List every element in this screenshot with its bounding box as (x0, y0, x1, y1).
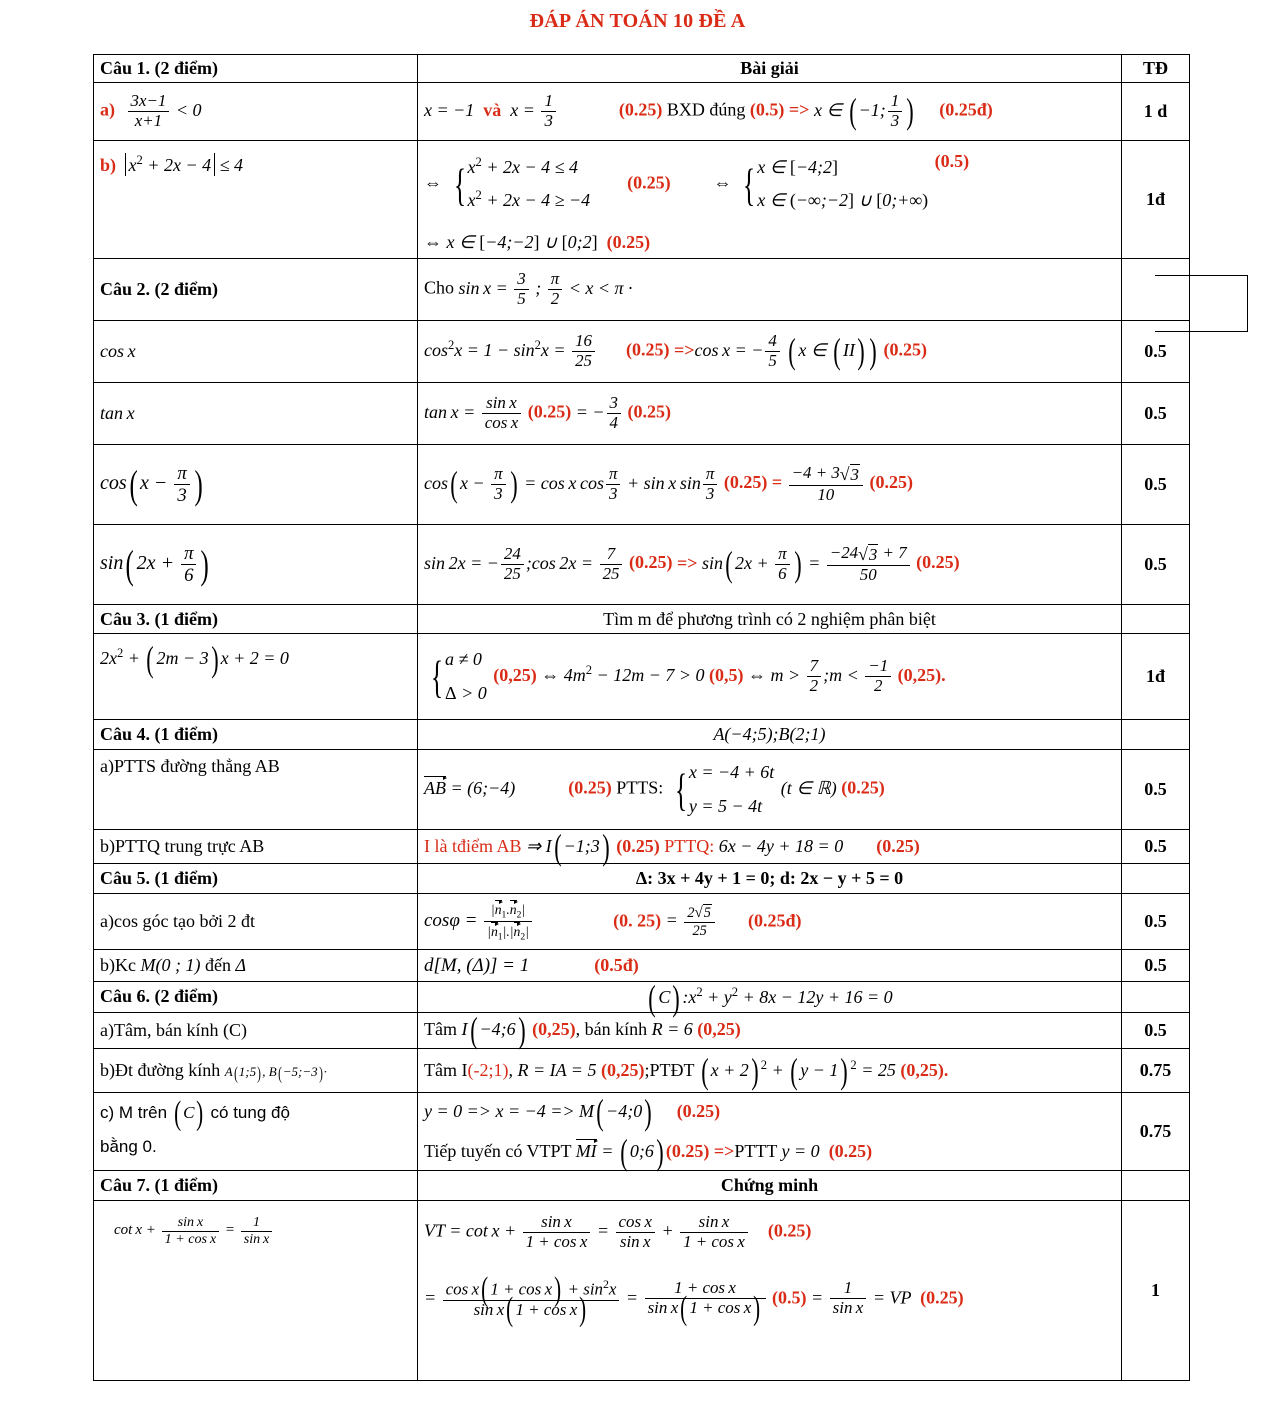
math-center-I: I( −4;6) (461, 1010, 526, 1051)
mark-05-b1: (0.5) (934, 151, 970, 171)
cell-cau2cd-solution (418, 445, 1122, 525)
text-midpoint: I là tđiểm AB (424, 835, 522, 856)
table-row-cau4a (94, 750, 1190, 830)
mark-025d-c5a2: (0.25đ) (748, 909, 802, 930)
cell-cau2cos-question (94, 321, 418, 383)
cell-cau2cos-solution (418, 321, 1122, 383)
cell-cau2cos-score: 0.5 (1122, 321, 1190, 383)
mark-05: (0.5) (749, 99, 785, 120)
text-pttq: PTTQ: (664, 835, 715, 856)
math-cau4-points: A(−4;5);B(2;1) (713, 724, 826, 744)
math-circle-eq: ( C) $:x^2 + y^2 + 8x - 12y + 16 = 0$ (648, 977, 893, 1018)
mark-025-c4a2: (0.25) (841, 777, 885, 798)
cell-cau1a-score: 1 d (1122, 83, 1190, 141)
cell-cau6-header: Câu 6. (2 điểm) (94, 982, 418, 1013)
table-row-cau4-header (94, 720, 1190, 750)
math-cos-x-minus-pi3: cos( x − $\frac{\pi}{3}$ ) (100, 461, 203, 507)
cell-cau5-header: Câu 5. (1 điểm) (94, 864, 418, 894)
mark-025-ss1: (0.25) (628, 552, 673, 573)
table-row-cau7-header (94, 1170, 1190, 1200)
cell-cau5b-solution (418, 950, 1122, 982)
math-distance: d[M, (Δ)] = 1 (424, 954, 530, 976)
cell-cau6b-solution: Tâm I(-2;1), R = IA = 5 (0,25);PTĐT ( x + 2) $^2$ + ( y − 1) $^2$ = 25 (0,25). (418, 1048, 1122, 1092)
cell-cau5-given (418, 864, 1122, 894)
cell-cau2-given (418, 259, 1122, 321)
math-cau6c-line2: Tiếp tuyến có VTPT MI = ( 0;6) (0.25) =>PTTT y = 0 (0.25) (424, 1131, 873, 1172)
header-cell-baigiai: Bài giải (418, 55, 1122, 83)
math-circle-std: ( x + 2) $^2$ + ( y − 1) $^2$ = 25 (700, 1051, 901, 1092)
cell-cau3-body-score: 1đ (1122, 634, 1190, 720)
math-cau3-sol: { a ≠ 0 Δ > 0 (0,25) ⇔ $4m^2 - 12m - 7 > 0$ (0,5) ⇔ m > $\frac{7}{2}$ ;m < $\frac{-1}{2}$ (0,25). (430, 649, 946, 703)
mark-025-cos1: (0.25) (625, 339, 670, 360)
math-cau2tan-sol: tan x = $\frac{\text{sin x}}{\text{cos x}}$ (424, 402, 528, 422)
cell-cau7-prompt: Chứng minh (418, 1170, 1122, 1200)
mark-025-ss2: (0.25) (916, 552, 960, 573)
math-cau1a: $\frac{3x-1}{x+1}$ < 0 (126, 100, 202, 120)
table-header-row (94, 55, 1190, 83)
label-b: b) (100, 155, 117, 175)
cell-cau1b-question (94, 141, 418, 259)
mark-025-b1: (0.25) (627, 172, 671, 193)
text-tam-b: Tâm I (424, 1060, 468, 1081)
mark-025-c6a1: (0,25) (532, 1019, 576, 1040)
text-cau6c-line2: bằng 0. (100, 1137, 157, 1157)
cell-cau5a-solution (418, 894, 1122, 950)
mark-025-tan1: (0.25) (527, 401, 572, 422)
cell-cau3-prompt: Tìm m để phương trình có 2 nghiệm phân biệt (418, 605, 1122, 634)
mark-025-c3a: (0,25) (493, 664, 537, 685)
cell-cau2-header: Câu 2. (2 điểm) (94, 259, 418, 321)
math-cau3-eq: $2x^2$ + ( 2m − 3) x + 2 = 0 (100, 638, 289, 679)
answer-key-table (93, 54, 1190, 1381)
cell-cau3-header: Câu 3. (1 điểm) (94, 605, 418, 634)
mark-025-c6b2: (0,25). (900, 1060, 949, 1081)
mark-025: (0.25) (618, 99, 663, 120)
mark-025-c5a1: (0. 25) (613, 909, 662, 930)
mark-025-c4b1: (0.25) (616, 835, 660, 856)
text-cho: Cho (424, 277, 459, 298)
header-cell-td: TĐ (1122, 55, 1190, 83)
cell-cau7-question (94, 1200, 418, 1380)
math-cau2cos-sol: $\cos^2x = 1 - \sin^2x$ = $\frac{16}{25}$ (424, 340, 601, 360)
mark-025d: (0.25đ) (939, 99, 993, 120)
cell-cau4a-score: 0.5 (1122, 750, 1190, 830)
cell-cau2tan-score: 0.5 (1122, 383, 1190, 445)
mark-025-c4a1: (0.25) (568, 777, 612, 798)
math-cau6c-line1: y = 0 => x = −4 => M( −4;0) (0.25) (424, 1091, 721, 1132)
text-bxd: BXD đúng (666, 99, 750, 120)
cell-cau6b-score: 0.75 (1122, 1048, 1190, 1092)
text-tam: Tâm (424, 1019, 462, 1040)
math-I: ⇒ I( −1;3) (526, 826, 610, 867)
arrow-implies: => (788, 99, 810, 120)
table-row-cau6a (94, 1012, 1190, 1048)
cell-cau6-given (418, 977, 1122, 1018)
math-cosphi: cosφ = $\frac{|n_1.n_2|}{|n_1|.|n_2|}$ (424, 910, 539, 931)
text-center-coords: (-2;1) (467, 1060, 509, 1081)
math-cau2cd-sol: cos( x − $\frac{\pi}{3}$ ) = cos x cos $\frac{\pi}{3}$ + sin x sin $\frac{\pi}{3}$ (424, 473, 724, 493)
mark-025-tan2: (0.25) (627, 401, 671, 422)
equals-red: = (771, 472, 783, 493)
cell-cau6c-question (94, 1092, 418, 1170)
cell-cau5a-score: 0.5 (1122, 894, 1190, 950)
cell-cau7-header: Câu 7. (1 điểm) (94, 1170, 418, 1200)
mark-025-cos2: (0.25) (883, 339, 928, 360)
cell-cau1b-score: 1đ (1122, 141, 1190, 259)
cell-cau7-solution (418, 1200, 1122, 1380)
math-cau2cd-res: $\frac{-4 + 3√3}{10}$ (787, 473, 870, 493)
math-cau2ss-sol: sin 2x = − $\frac{24}{25}$ ;cos 2x = $\frac{7}{25}$ (424, 553, 629, 573)
mark-025-c3b: (0,25). (897, 664, 946, 685)
math-cau2-given: sin x = $\frac{3}{5}$ ; $\frac{\pi}{2}$ < x < π · (458, 269, 633, 308)
math-cau2cos-res: =>cos x = − $\frac{4}{5}$ ( x ∈ ( II) ) (673, 330, 877, 371)
math-cau7-identity: cot x + $\frac{\text{sin x}}{\text{1 + cos x}}$ = $\frac{1}{\text{sin x}}$ (114, 1222, 274, 1238)
table-row-cau2-cosdiff (94, 445, 1190, 525)
cell-cau2ss-score: 0.5 (1122, 525, 1190, 605)
cell-cau1a-solution (418, 83, 1122, 141)
mark-025-c4b2: (0.25) (876, 835, 920, 856)
mark-05d-c5b: (0.5đ) (594, 954, 639, 975)
table-row-cau1a (94, 83, 1190, 141)
math-cau7-line2: = $\frac{\cos x( 1 + \cos x) + \sin^2x}{\text{sin x( 1 + cos x)}}$ = $\frac{\text{1 + cos x}}{\text{sin x( 1 + cos x)}}$ (0.5) = $\frac{1}{\text{sin x}}$ = VP (0.25) (424, 1271, 964, 1329)
table-row-cau2-sinsum (94, 525, 1190, 605)
math-cau1b-line1: ⇔ { $x^2 + 2x - 4 \le 4$ $x^2 + 2x - 4 \ge -4$ (0.25) ⇔ { x ∈ [−4;2] x ∈ (−∞;−2] ∪ [0;+∞) (0.5) (424, 151, 970, 211)
table-row-cau3-header (94, 605, 1190, 634)
table-row-cau5b (94, 950, 1190, 982)
table-row-cau5-header (94, 864, 1190, 894)
cell-cau1b-solution (418, 141, 1122, 259)
math-tanx: tan x (100, 403, 135, 423)
table-row-cau2-cos (94, 321, 1190, 383)
cell-cau2ss-question (94, 525, 418, 605)
cell-cau6a-question: a)Tâm, bán kính (C) (94, 1012, 418, 1048)
math-cosphi-res: = $\frac{2√5}{25}$ (666, 910, 722, 930)
cell-cau2tan-solution (418, 383, 1122, 445)
cell-cau5b-question (94, 950, 418, 982)
cell-cau4-given (418, 720, 1122, 750)
cell-cau2cd-question (94, 445, 418, 525)
math-sin-2x-plus-pi6: sin( 2x + $\frac{\pi}{6}$ ) (100, 541, 210, 587)
math-cau1a-sol: x = −1 và x = $\frac{1}{3}$ (424, 100, 562, 120)
math-cau4a-param: { x = −4 + 6t y = 5 − 4t (t ∈ ℝ) (674, 762, 842, 816)
cell-cau6a-solution: Tâm I( −4;6) (0,25), bán kính R = 6 (0,25) (418, 1012, 1122, 1048)
math-cau1a-interval: x ∈ ( −1; $\frac{1}{3}$ ) (813, 90, 914, 131)
cell-cau2cd-score: 0.5 (1122, 445, 1190, 525)
table-row-cau6b (94, 1048, 1190, 1092)
math-radius-R: R = 6 (651, 1019, 693, 1040)
mark-025-b2: (0.25) (602, 231, 651, 252)
table-row-cau5a (94, 894, 1190, 950)
label-a: a) (100, 99, 115, 120)
cell-cau4b-score: 0.5 (1122, 830, 1190, 864)
table-row-cau2-header (94, 259, 1190, 321)
cell-cau4b-solution (418, 826, 1122, 867)
text-ptts: PTTS: (616, 777, 664, 798)
table-row-cau4b (94, 830, 1190, 864)
cell-cau6b-question (94, 1048, 418, 1092)
cell-cau6c-solution (418, 1092, 1122, 1170)
mark-025-c6a2: (0,25) (697, 1019, 741, 1040)
cell-cau7-score (1122, 1170, 1190, 1200)
table-row-cau6c (94, 1092, 1190, 1170)
cell-cau3-question (94, 634, 418, 720)
text-cau6c-line1: c) M trên ( C) có tung độ (100, 1094, 290, 1132)
text-cau5b-label: b)Kc M(0 ; 1) đến Δ (100, 955, 247, 975)
math-cau7-line1: VT = cot x + $\frac{\text{sin x}}{\text{1 + cos x}}$ = $\frac{\text{cos x}}{\text{sin x}}$ + $\frac{\text{sin x}}{\text{1 + cos x}}$ (0.25) (424, 1211, 812, 1251)
mark-025-cd1: (0.25) (723, 472, 768, 493)
table-row-cau7-body (94, 1200, 1190, 1380)
table-row-cau3-body (94, 634, 1190, 720)
math-cau2tan-res: = − $\frac{3}{4}$ (576, 402, 623, 422)
cell-cau3-solution (418, 634, 1122, 720)
math-cau6b-points: A(1;5), B(−5;−3)· (224, 1062, 327, 1083)
math-vector-AB: AB = (6;−4) (424, 777, 520, 798)
table-row-cau2-tan (94, 383, 1190, 445)
math-cau5-lines: Δ: 3x + 4y + 1 = 0; d: 2x − y + 5 = 0 (635, 868, 904, 888)
table-row-cau1b (94, 141, 1190, 259)
cell-cau4-header: Câu 4. (1 điểm) (94, 720, 418, 750)
math-cau1b-line2: ⇔ x ∈ [−4;−2] ∪ [0;2] (0.25) (424, 231, 651, 252)
mark-025-cd2: (0.25) (869, 472, 913, 493)
math-cau2ss-res: => sin( 2x + $\frac{\pi}{6}$ ) = $\frac{-24√3 + 7}{50}$ (677, 553, 916, 573)
cell-cau6-score (1122, 982, 1190, 1013)
math-cau1b: $x^2 + 2x - 4 \le 4$ (125, 155, 244, 175)
text-cau6b-label: b)Đt đường kính (100, 1059, 221, 1080)
math-cosx: cos x (100, 341, 136, 361)
table-row-cau6-header (94, 982, 1190, 1013)
cell-cau2tan-question (94, 383, 418, 445)
cell-cau5a-question: a)cos góc tạo bởi 2 đt (94, 894, 418, 950)
cell-cau4b-question: b)PTTQ trung trực AB (94, 830, 418, 864)
cell-cau5-score (1122, 864, 1190, 894)
cell-cau4a-question: a)PTTS đường thẳng AB (94, 750, 418, 830)
cell-cau5b-score: 0.5 (1122, 950, 1190, 982)
cell-cau6a-score: 0.5 (1122, 1012, 1190, 1048)
cell-cau1a-question (94, 83, 418, 141)
math-pttq-eq: 6x − 4y + 18 = 0 (718, 835, 844, 856)
header-cell-cau1: Câu 1. (2 điểm) (94, 55, 418, 83)
cell-cau2ss-solution (418, 525, 1122, 605)
mark-025-c6b1: (0,25) (600, 1060, 645, 1081)
cell-cau4-score (1122, 720, 1190, 750)
page-title: ĐÁP ÁN TOÁN 10 ĐỀ A (529, 10, 746, 32)
cell-cau6c-score: 0.75 (1122, 1092, 1190, 1170)
cell-cau4a-solution (418, 750, 1122, 830)
cell-cau7-body-score: 1 (1122, 1200, 1190, 1380)
cell-cau3-score (1122, 605, 1190, 634)
mark-05-c3: (0,5) (709, 664, 744, 685)
cau2-extra-empty-cell (1155, 275, 1248, 332)
